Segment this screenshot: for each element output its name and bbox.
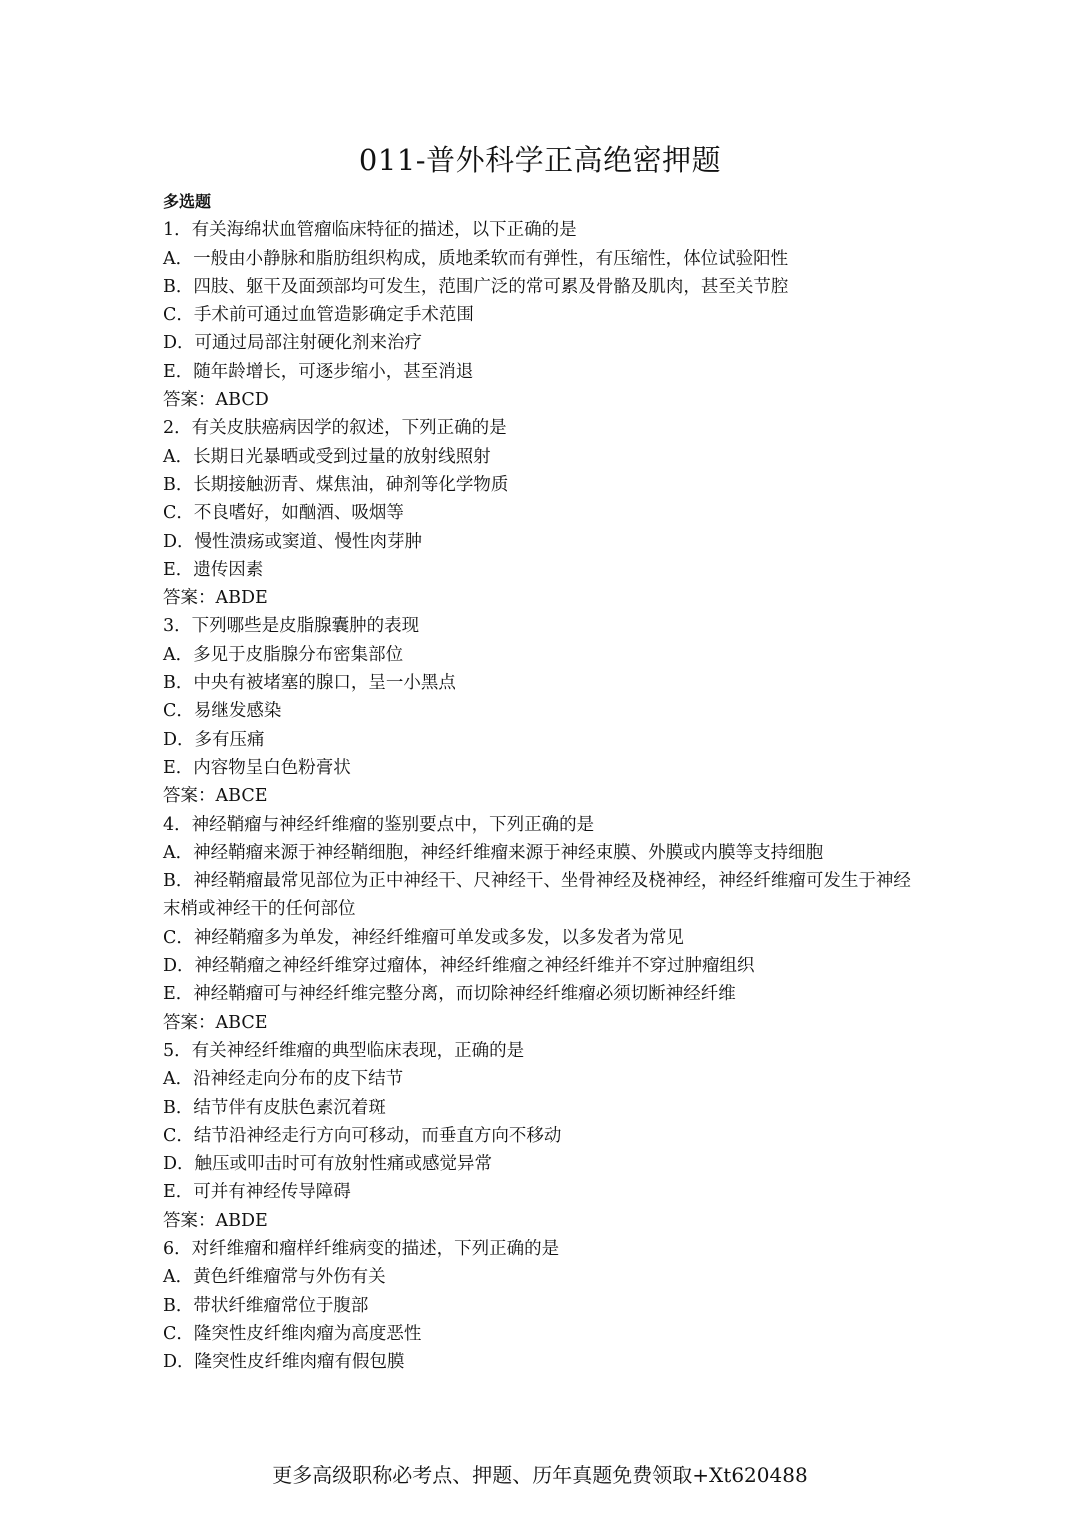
question-list	[163, 188, 923, 1376]
question-stem: 1．有关海绵状血管瘤临床特征的描述，以下正确的是	[163, 220, 577, 241]
option-a: A．沿神经走向分布的皮下结节	[163, 1069, 404, 1090]
question-stem: 6．对纤维瘤和瘤样纤维病变的描述，下列正确的是	[163, 1238, 560, 1259]
option-a: A．黄色纤维瘤常与外伤有关	[163, 1267, 386, 1288]
option-d: D．触压或叩击时可有放射性痛或感觉异常	[163, 1154, 493, 1175]
question-stem: 2．有关皮肤癌病因学的叙述，下列正确的是	[163, 418, 507, 439]
option-e: E．随年龄增长，可逐步缩小，甚至消退	[163, 361, 474, 382]
option-b: B．神经鞘瘤最常见部位为正中神经干、尺神经干、坐骨神经及桡神经，神经纤维瘤可发生于神经末梢或神经干的任何部位	[163, 871, 911, 920]
option-e: E．可并有神经传导障碍	[163, 1182, 351, 1203]
page-title: 011-普外科学正高绝密押题	[358, 143, 722, 177]
option-c: C．手术前可通过血管造影确定手术范围	[163, 305, 474, 326]
option-c: C．隆突性皮纤维肉瘤为高度恶性	[163, 1323, 422, 1344]
option-a: A．神经鞘瘤来源于神经鞘细胞，神经纤维瘤来源于神经束膜、外膜或内膜等支持细胞	[163, 842, 824, 863]
option-d: D．可通过局部注射硬化剂来治疗	[163, 333, 423, 354]
option-b: B．中央有被堵塞的腺口，呈一小黑点	[163, 673, 456, 694]
option-a: A．多见于皮脂腺分布密集部位	[163, 644, 404, 665]
answer: 答案：ABDE	[163, 1210, 268, 1231]
section-heading: 多选题	[163, 192, 212, 211]
option-c: C．易继发感染	[163, 701, 282, 722]
option-b: B．长期接触沥青、煤焦油，砷剂等化学物质	[163, 474, 509, 495]
answer: 答案：ABCE	[163, 786, 268, 807]
option-d: D．慢性溃疡或窦道、慢性肉芽肿	[163, 531, 423, 552]
option-e: E．神经鞘瘤可与神经纤维完整分离，而切除神经纤维瘤必须切断神经纤维	[163, 984, 736, 1005]
question-stem: 5．有关神经纤维瘤的典型临床表现，正确的是	[163, 1040, 525, 1061]
footer-promo-text: 更多高级职称必考点、押题、历年真题免费领取+Xt620488	[272, 1463, 808, 1487]
option-a: A．长期日光暴晒或受到过量的放射线照射	[163, 446, 491, 467]
option-b: B．结节伴有皮肤色素沉着斑	[163, 1097, 386, 1118]
option-c: C．结节沿神经走行方向可移动，而垂直方向不移动	[163, 1125, 562, 1146]
answer: 答案：ABCE	[163, 1012, 268, 1033]
option-d: D．多有压痛	[163, 729, 265, 750]
question-stem: 3．下列哪些是皮脂腺囊肿的表现	[163, 616, 420, 637]
question-stem: 4．神经鞘瘤与神经纤维瘤的鉴别要点中，下列正确的是	[163, 814, 595, 835]
option-c: C．不良嗜好，如酗酒、吸烟等	[163, 503, 404, 524]
option-a: A．一般由小静脉和脂肪组织构成，质地柔软而有弹性，有压缩性，体位试验阳性	[163, 248, 789, 269]
option-d: D．神经鞘瘤之神经纤维穿过瘤体，神经纤维瘤之神经纤维并不穿过肿瘤组织	[163, 956, 755, 977]
option-b: B．带状纤维瘤常位于腹部	[163, 1295, 369, 1316]
option-e: E．内容物呈白色粉膏状	[163, 757, 351, 778]
answer: 答案：ABDE	[163, 588, 268, 609]
answer: 答案：ABCD	[163, 390, 269, 411]
option-d: D．隆突性皮纤维肉瘤有假包膜	[163, 1352, 405, 1373]
option-e: E．遗传因素	[163, 559, 264, 580]
option-b: B．四肢、躯干及面颈部均可发生，范围广泛的常可累及骨骼及肌肉，甚至关节腔	[163, 276, 789, 297]
option-c: C．神经鞘瘤多为单发，神经纤维瘤可单发或多发，以多发者为常见	[163, 927, 684, 948]
